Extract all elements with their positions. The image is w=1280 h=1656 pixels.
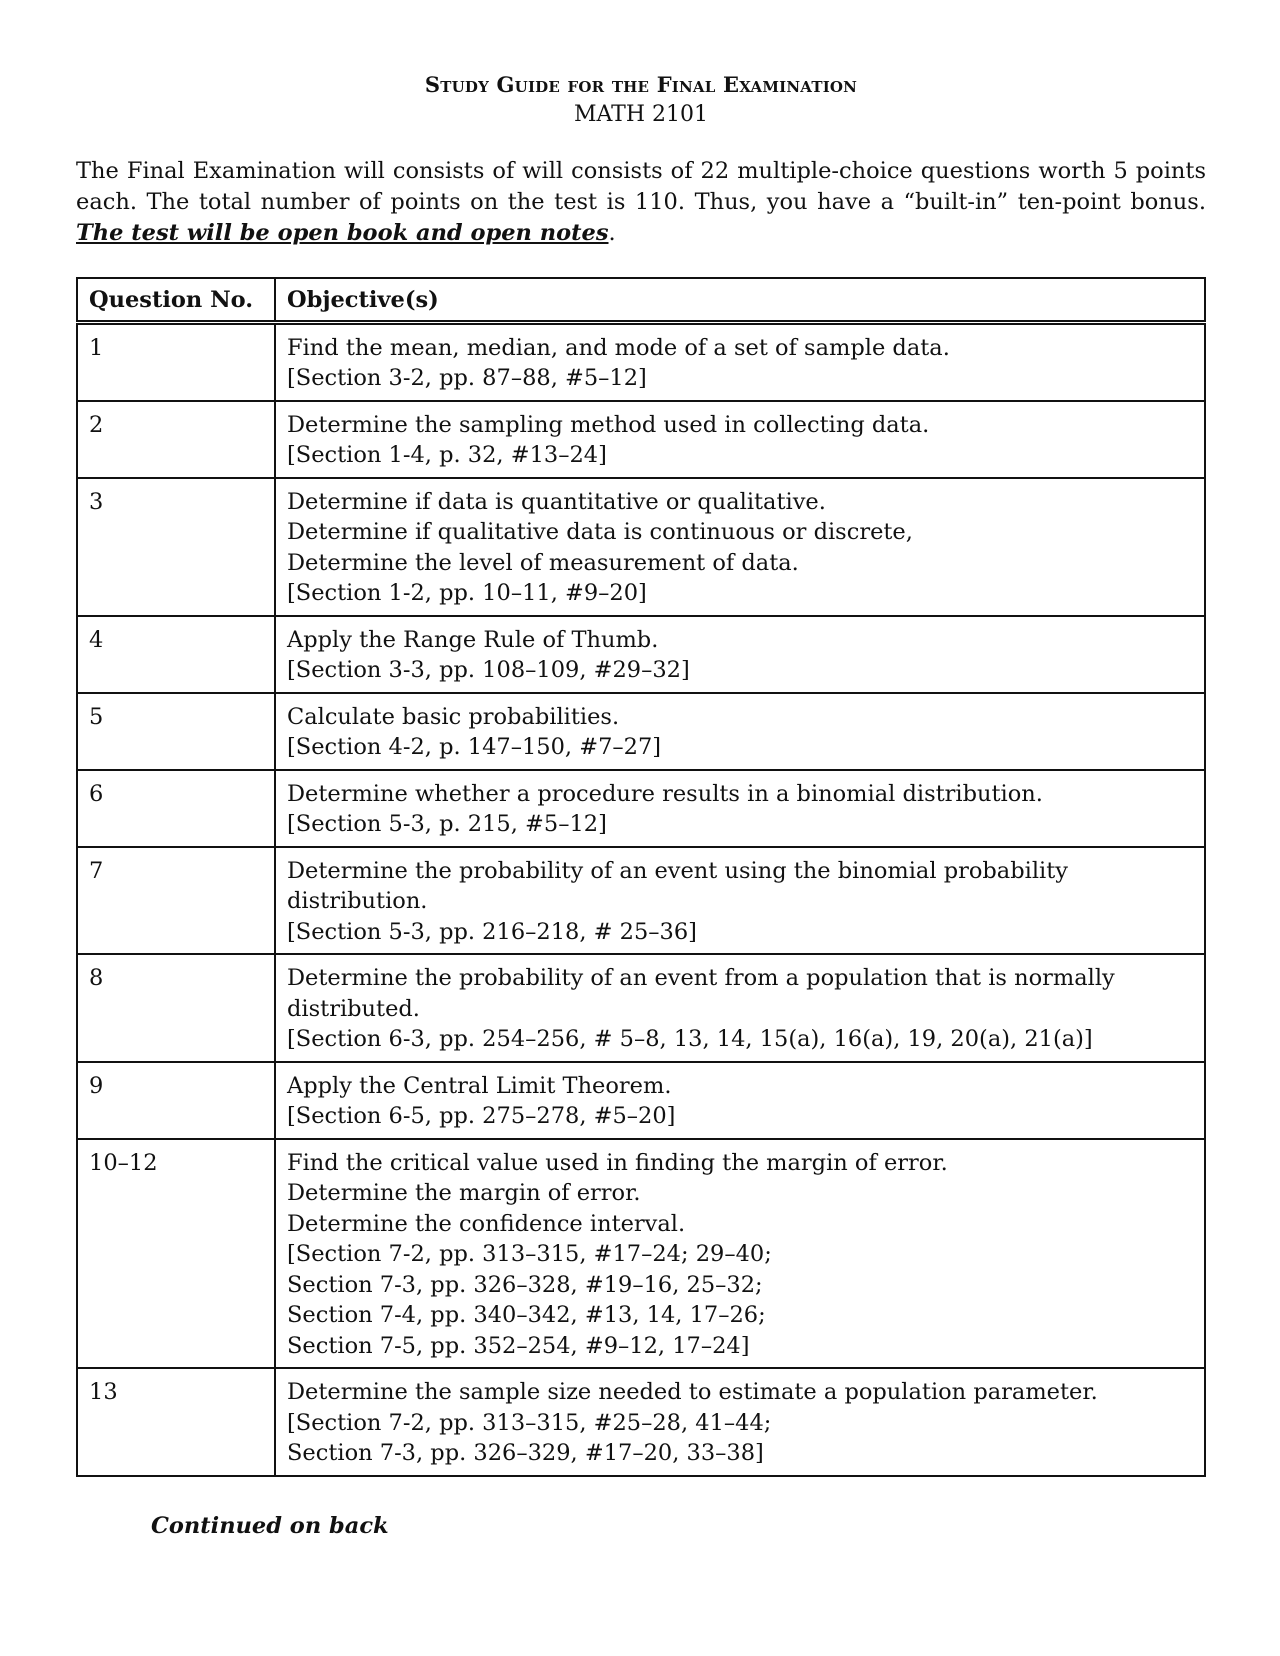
objective-line: [Section 7-2, pp. 313–315, #17–24; 29–40; xyxy=(287,1241,772,1267)
objective-line: [Section 5-3, pp. 216–218, # 25–36] xyxy=(287,918,697,945)
objective-line: Apply the Central Limit Theorem. xyxy=(287,1072,672,1099)
objective-line: Section 7-5, pp. 352–254, #9–12, 17–24] xyxy=(287,1332,750,1359)
document-title: Study Guide for the Final Examination xyxy=(424,72,858,97)
table-row xyxy=(77,847,1205,955)
objective-cell xyxy=(275,1368,1205,1476)
question-number: 13 xyxy=(77,1368,275,1476)
objective-cell xyxy=(275,478,1205,616)
question-number: 9 xyxy=(77,1062,275,1139)
table-row xyxy=(77,954,1205,1062)
table-row xyxy=(77,1139,1205,1369)
objective-cell xyxy=(275,770,1205,847)
question-number: 7 xyxy=(77,847,275,955)
objective-line: [Section 1-4, p. 32, #13–24] xyxy=(287,442,607,468)
table-row xyxy=(77,322,1205,401)
objective-line: Determine the level of measurement of data. xyxy=(287,549,799,576)
objective-line: [Section 1-2, pp. 10–11, #9–20] xyxy=(287,580,647,606)
objective-line: Determine the sampling method used in collecting data. xyxy=(287,411,930,438)
question-number: 2 xyxy=(77,401,275,478)
continued-on-back: Continued on back xyxy=(151,1512,389,1539)
objectives-table-body xyxy=(77,322,1205,1476)
table-row xyxy=(77,770,1205,847)
table-row xyxy=(77,401,1205,478)
intro-paragraph xyxy=(76,156,1206,249)
objective-cell xyxy=(275,401,1205,478)
objective-cell xyxy=(275,954,1205,1062)
objective-cell xyxy=(275,1062,1205,1139)
objective-cell xyxy=(275,616,1205,693)
objective-cell xyxy=(275,322,1205,401)
objective-line: Determine the sample size needed to estimate a population parameter. xyxy=(287,1379,1098,1405)
objectives-header: Objective(s) xyxy=(275,278,1205,322)
document-page xyxy=(76,70,1206,1539)
objectives-table xyxy=(76,277,1206,1477)
question-number-header: Question No. xyxy=(77,278,275,322)
objective-line: Determine if data is quantitative or qualitative. xyxy=(287,488,826,515)
table-header-row xyxy=(77,278,1205,322)
objective-cell xyxy=(275,1139,1205,1369)
objective-line: Determine the confidence interval. xyxy=(287,1210,686,1237)
objective-line: [Section 4-2, p. 147–150, #7–27] xyxy=(287,734,662,760)
table-row xyxy=(77,1368,1205,1476)
table-row xyxy=(77,616,1205,693)
objective-line: Determine whether a procedure results in a binomial distribution. xyxy=(287,780,1043,807)
objective-line: Determine if qualitative data is continuous or discrete, xyxy=(287,519,913,545)
objective-line: [Section 6-3, pp. 254–256, # 5–8, 13, 14, 15(a), 16(a), 19, 20(a), 21(a)] xyxy=(287,1026,1093,1052)
objective-line: Determine the margin of error. xyxy=(287,1180,641,1206)
objective-line: Apply the Range Rule of Thumb. xyxy=(287,626,659,653)
question-number: 3 xyxy=(77,478,275,616)
objective-line: [Section 7-2, pp. 313–315, #25–28, 41–44; xyxy=(287,1409,772,1436)
objective-line: [Section 5-3, p. 215, #5–12] xyxy=(287,811,607,837)
objective-line: Find the critical value used in finding the margin of error. xyxy=(287,1149,948,1176)
intro-end: . xyxy=(608,220,616,246)
table-row xyxy=(77,1062,1205,1139)
objective-cell xyxy=(275,693,1205,770)
objective-line: Section 7-4, pp. 340–342, #13, 14, 17–26; xyxy=(287,1302,766,1328)
question-number: 10–12 xyxy=(77,1139,275,1369)
objective-line: [Section 3-3, pp. 108–109, #29–32] xyxy=(287,657,690,683)
intro-text: The Final Examination will consists of will consists of 22 multiple-choice questions worth 5 points each. The total number of points on the test is 110. Thus, you have a “built-in” ten-point bonus. xyxy=(76,158,1206,215)
course-code: MATH 2101 xyxy=(573,102,709,127)
objective-line: Find the mean, median, and mode of a set of sample data. xyxy=(287,334,950,361)
question-number: 5 xyxy=(77,693,275,770)
objective-line: Section 7-3, pp. 326–329, #17–20, 33–38] xyxy=(287,1440,764,1466)
objective-line: Section 7-3, pp. 326–328, #19–16, 25–32; xyxy=(287,1271,763,1298)
objective-line: [Section 6-5, pp. 275–278, #5–20] xyxy=(287,1103,676,1129)
objective-line: Determine the probability of an event using the binomial probability distribution. xyxy=(287,857,1068,914)
question-number: 4 xyxy=(77,616,275,693)
table-row xyxy=(77,478,1205,616)
objective-cell xyxy=(275,847,1205,955)
question-number: 1 xyxy=(77,322,275,401)
table-row xyxy=(77,693,1205,770)
question-number: 8 xyxy=(77,954,275,1062)
question-number: 6 xyxy=(77,770,275,847)
open-book-notice: The test will be open book and open notes xyxy=(76,220,609,246)
objective-line: Determine the probability of an event from a population that is normally distributed. xyxy=(287,965,1115,1022)
objective-line: [Section 3-2, pp. 87–88, #5–12] xyxy=(287,365,647,391)
objective-line: Calculate basic probabilities. xyxy=(287,703,620,730)
